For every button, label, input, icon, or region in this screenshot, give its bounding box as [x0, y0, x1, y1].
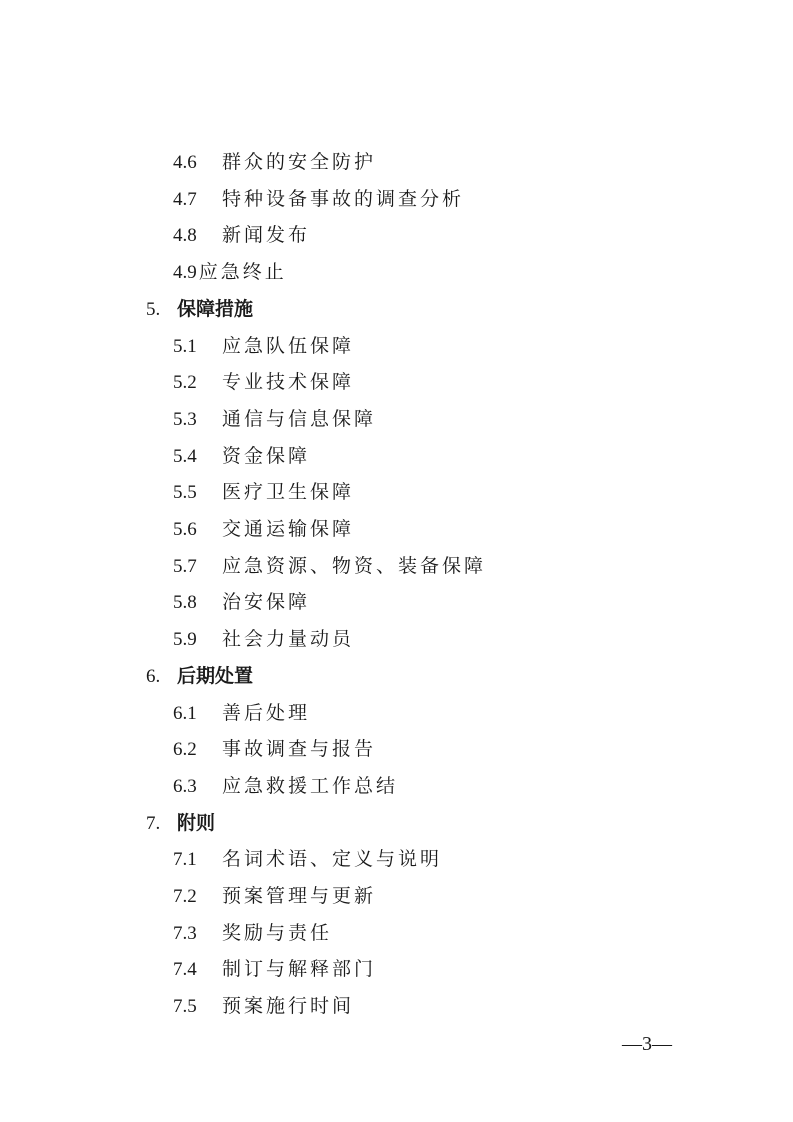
toc-entry-number: 6.1	[173, 702, 197, 724]
toc-entry-title: 应急资源、物资、装备保障	[222, 554, 487, 577]
toc-entry-number: 6.3	[173, 775, 197, 797]
toc-entry-title: 善后处理	[222, 701, 311, 724]
toc-entry-title: 保障措施	[177, 297, 254, 320]
toc-entry	[173, 771, 398, 801]
toc-entry-number: 4.6	[173, 152, 197, 173]
toc-entry-number: 7.4	[173, 959, 197, 981]
toc-entry-number: 7.	[146, 812, 161, 834]
toc-entry-title: 群众的安全防护	[222, 151, 377, 173]
toc-entry-number: 5.3	[173, 408, 197, 430]
toc-entry-number: 6.2	[173, 739, 197, 761]
toc-entry	[173, 954, 376, 984]
toc-entry-number: 5.5	[173, 482, 197, 504]
toc-entry	[173, 367, 354, 397]
toc-entry	[173, 551, 486, 581]
toc-entry-title: 应急终止	[198, 261, 287, 284]
toc-entry-number: 5.4	[173, 445, 197, 467]
toc-entry	[173, 698, 310, 728]
toc-entry-title: 附则	[177, 811, 216, 834]
toc-entry	[173, 404, 376, 434]
toc-entry	[173, 881, 376, 911]
toc-entry	[173, 184, 464, 214]
toc-entry	[173, 514, 354, 544]
toc-entry	[173, 734, 376, 764]
toc-entry	[173, 624, 354, 654]
toc-entry-number: 5.	[146, 298, 161, 320]
toc-entry	[173, 441, 310, 471]
toc-entry-title: 制订与解释部门	[222, 958, 377, 981]
toc-section-heading	[146, 661, 253, 691]
toc-entry-title: 事故调查与报告	[222, 738, 377, 761]
toc-entry-title: 交通运输保障	[222, 518, 355, 540]
toc-entry-number: 5.7	[173, 555, 197, 577]
toc-entry-title: 预案管理与更新	[222, 885, 377, 907]
toc-entry-title: 奖励与责任	[222, 921, 333, 944]
toc-entry	[173, 587, 310, 617]
toc-entry-title: 新闻发布	[222, 224, 311, 247]
toc-entry-title: 治安保障	[222, 591, 311, 614]
toc-entry-number: 7.2	[173, 886, 197, 907]
toc-entry-number: 6.	[146, 665, 161, 687]
toc-entry-number: 5.1	[173, 335, 197, 357]
toc-entry-number: 5.9	[173, 629, 197, 651]
toc-entry-number: 7.1	[173, 849, 197, 871]
toc-entry-number: 7.5	[173, 996, 197, 1018]
toc-entry	[173, 918, 332, 948]
toc-entry-title: 预案施行时间	[222, 995, 355, 1018]
toc-section-heading	[146, 294, 253, 324]
toc-entry-number: 4.8	[173, 225, 197, 247]
toc-entry-title: 后期处置	[177, 664, 254, 687]
toc-entry-title: 资金保障	[222, 444, 311, 467]
toc-section-heading	[146, 808, 215, 838]
toc-entry-number: 7.3	[173, 922, 197, 944]
toc-entry-number: 4.9	[173, 262, 197, 284]
toc-entry-title: 医疗卫生保障	[222, 481, 355, 504]
toc-entry	[173, 331, 354, 361]
toc-entry	[173, 991, 354, 1021]
toc-entry	[173, 257, 287, 287]
toc-entry-title: 专业技术保障	[222, 371, 355, 394]
page-number: —3—	[622, 1033, 672, 1055]
toc-entry-title: 应急救援工作总结	[222, 774, 399, 797]
toc-entry-title: 社会力量动员	[222, 628, 355, 651]
toc-entry	[173, 220, 310, 250]
toc-entry	[173, 844, 442, 874]
toc-entry	[173, 477, 354, 507]
toc-entry-number: 5.6	[173, 519, 197, 540]
toc-entry-number: 5.8	[173, 592, 197, 614]
toc-entry-title: 特种设备事故的调查分析	[222, 187, 465, 210]
toc-entry-number: 5.2	[173, 372, 197, 394]
toc-entry-number: 4.7	[173, 188, 197, 210]
toc-entry-title: 通信与信息保障	[222, 407, 377, 430]
toc-entry	[173, 147, 376, 177]
toc-entry-title: 应急队伍保障	[222, 334, 355, 357]
toc-entry-title: 名词术语、定义与说明	[222, 848, 443, 871]
